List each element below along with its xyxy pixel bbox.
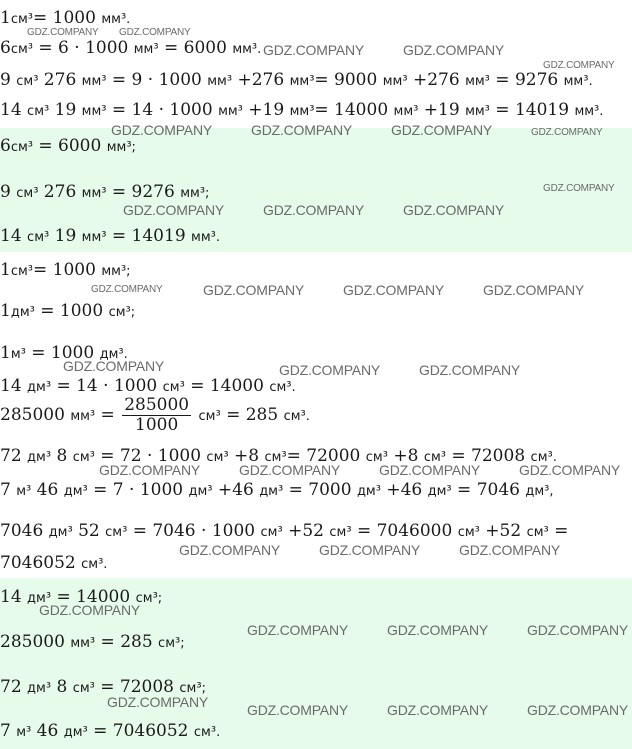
math-text: 46 (31, 480, 64, 500)
unit-label: см³ (10, 12, 33, 27)
unit-label: м³ (10, 347, 26, 362)
unit-label: мм³ (81, 104, 107, 119)
math-text: = 14000 (314, 100, 394, 120)
math-text: = (548, 521, 569, 541)
math-line (0, 396, 310, 435)
math-text: 1 (0, 8, 11, 28)
watermark: GDZ.COMPANY (543, 60, 615, 71)
math-text: = 1000 (34, 301, 109, 321)
math-text: 14 (0, 226, 28, 246)
watermark: GDZ.COMPANY (251, 122, 352, 138)
math-text: +19 (418, 100, 466, 120)
math-line (0, 632, 185, 654)
watermark: GDZ.COMPANY (391, 122, 492, 138)
unit-label: см³. (530, 450, 557, 465)
math-text: 14 (0, 376, 28, 396)
math-text: 1 (0, 343, 11, 363)
unit-label: мм³. (101, 12, 131, 27)
unit-label: мм³ (218, 104, 243, 119)
watermark: GDZ.COMPANY (527, 622, 628, 638)
math-line (0, 70, 593, 92)
watermark: GDZ.COMPANY (483, 282, 584, 298)
unit-label: м³ (16, 725, 32, 740)
math-line (0, 226, 220, 248)
math-text: 14 (0, 100, 28, 120)
watermark: GDZ.COMPANY (107, 694, 208, 710)
math-text: +52 (479, 521, 527, 541)
unit-label: м³ (16, 484, 32, 499)
watermark: GDZ.COMPANY (263, 202, 364, 218)
unit-label: мм³ (382, 74, 408, 89)
math-line (0, 100, 603, 122)
unit-label: мм³ (289, 74, 315, 89)
math-line (0, 260, 131, 282)
math-text: = 9 · 1000 (106, 70, 208, 90)
watermark: GDZ.COMPANY (343, 282, 444, 298)
unit-label: см³; (108, 305, 136, 320)
math-line (0, 480, 554, 502)
math-text: 7 (0, 721, 17, 741)
math-text: +46 (380, 480, 428, 500)
math-text: 72 (0, 677, 28, 697)
unit-label: мм³; (101, 264, 131, 279)
unit-label: см³ (72, 450, 95, 465)
unit-label: дм³ (259, 484, 284, 499)
unit-label: мм³. (563, 74, 593, 89)
unit-label: дм³ (10, 305, 35, 320)
math-text: = 9276 (106, 182, 181, 202)
math-text: = 14000 (184, 376, 270, 396)
watermark: GDZ.COMPANY (203, 282, 304, 298)
unit-label: см³; (158, 636, 185, 651)
unit-label: дм³ (48, 525, 73, 540)
math-text: = 285 (220, 405, 284, 425)
fraction-numerator: 285000 (124, 395, 190, 415)
math-text: +8 (387, 446, 424, 466)
unit-label: дм³ (188, 484, 213, 499)
math-text: = 72000 (286, 446, 366, 466)
unit-label: мм³ (207, 74, 233, 89)
math-text: = 1000 (33, 260, 102, 280)
unit-label: мм³ (81, 186, 107, 201)
watermark: GDZ.COMPANY (319, 542, 420, 558)
unit-label: дм³ (27, 591, 52, 606)
math-text: = 14000 (51, 587, 136, 607)
math-text: = 7046 · 1000 (127, 521, 261, 541)
math-line (0, 521, 568, 543)
math-text: = 6 · 1000 (33, 38, 134, 58)
math-text: = 285 (95, 632, 159, 652)
math-text: 1 (0, 260, 11, 280)
watermark: GDZ.COMPANY (63, 358, 164, 374)
unit-label: мм³ (393, 104, 419, 119)
unit-label: см³ (162, 380, 185, 395)
unit-label: см³. (269, 380, 296, 395)
watermark: GDZ.COMPANY (247, 702, 348, 718)
unit-label: мм³ (465, 74, 490, 89)
unit-label: см³. (283, 409, 310, 424)
unit-label: см³ (457, 525, 480, 540)
math-line (0, 182, 209, 204)
math-text: +8 (228, 446, 265, 466)
watermark: GDZ.COMPANY (123, 202, 224, 218)
unit-label: мм³; (180, 186, 210, 201)
math-text: = 6000 (158, 38, 233, 58)
unit-label: мм³. (232, 42, 262, 57)
unit-label: см³ (260, 525, 283, 540)
watermark: GDZ.COMPANY (111, 122, 212, 138)
watermark: GDZ.COMPANY (387, 702, 488, 718)
math-text: 72 (0, 446, 28, 466)
watermark: GDZ.COMPANY (39, 602, 140, 618)
watermark: GDZ.COMPANY (279, 362, 380, 378)
unit-label: см³ (10, 264, 33, 279)
unit-label: см³ (16, 186, 39, 201)
math-text: +52 (282, 521, 330, 541)
math-text: = 7 · 1000 (87, 480, 189, 500)
math-text: 285000 (0, 632, 71, 652)
unit-label: мм³ (289, 104, 315, 119)
watermark: GDZ.COMPANY (403, 42, 504, 58)
unit-label: дм³ (27, 681, 52, 696)
unit-label: см³ (329, 525, 352, 540)
watermark: GDZ.COMPANY (27, 27, 99, 38)
unit-label: мм³ (70, 636, 96, 651)
unit-label: см³; (179, 681, 206, 696)
math-text: 285000 (0, 405, 71, 425)
watermark: GDZ.COMPANY (387, 622, 488, 638)
math-text: 19 (49, 100, 82, 120)
unit-label: см³ (10, 42, 33, 57)
watermark: GDZ.COMPANY (459, 542, 560, 558)
math-text: = 7046 (451, 480, 526, 500)
unit-label: см³ (16, 74, 39, 89)
unit-label: мм³ (81, 230, 107, 245)
math-text: = 7046052 (87, 721, 194, 741)
math-line (0, 553, 107, 575)
watermark: GDZ.COMPANY (379, 462, 480, 478)
unit-label: дм³ (27, 380, 52, 395)
unit-label: дм³, (525, 484, 554, 499)
unit-label: см³ (206, 450, 229, 465)
math-text: 14 (0, 587, 28, 607)
math-text: 7 (0, 480, 17, 500)
unit-label: см³. (193, 725, 221, 740)
math-text: 9 (0, 182, 17, 202)
watermark: GDZ.COMPANY (247, 622, 348, 638)
watermark: GDZ.COMPANY (527, 702, 628, 718)
math-text: = 1000 (25, 343, 100, 363)
math-text: = 9000 (314, 70, 383, 90)
math-text: 276 (38, 70, 82, 90)
math-text: 8 (51, 446, 73, 466)
math-text: 46 (31, 721, 64, 741)
unit-label: см³ (27, 104, 50, 119)
unit-label: мм³ (70, 409, 96, 424)
math-line (0, 721, 220, 743)
watermark: GDZ.COMPANY (419, 362, 520, 378)
math-text: 9 (0, 70, 17, 90)
math-text: 276 (38, 182, 82, 202)
math-text: = 6000 (33, 136, 107, 156)
unit-label: мм³ (465, 104, 490, 119)
unit-label: дм³ (27, 450, 52, 465)
math-text: +19 (242, 100, 290, 120)
math-text: 1 (0, 301, 11, 321)
unit-label: мм³. (191, 230, 221, 245)
watermark: GDZ.COMPANY (531, 127, 603, 138)
math-text: 52 (72, 521, 106, 541)
math-text: 7046052 (0, 553, 82, 573)
math-text: = 14019 (106, 226, 192, 246)
math-text: 6 (0, 136, 11, 156)
unit-label: дм³. (99, 347, 128, 362)
math-text: = 72 · 1000 (94, 446, 207, 466)
watermark: GDZ.COMPANY (519, 462, 620, 478)
unit-label: мм³ (81, 74, 107, 89)
math-text: = 14 · 1000 (106, 100, 219, 120)
math-text: +46 (212, 480, 260, 500)
unit-label: мм³. (574, 104, 604, 119)
math-text: = 7046000 (351, 521, 458, 541)
math-line (0, 136, 136, 158)
math-line (0, 38, 261, 60)
watermark: GDZ.COMPANY (263, 42, 364, 58)
unit-label: дм³ (63, 725, 88, 740)
unit-label: см³ (27, 230, 50, 245)
watermark: GDZ.COMPANY (403, 202, 504, 218)
math-text: = 14 · 1000 (51, 376, 163, 396)
unit-label: см³. (81, 557, 108, 572)
math-line (0, 301, 135, 323)
math-text: = 9276 (489, 70, 564, 90)
math-text: = 72008 (94, 677, 180, 697)
unit-label: см³ (72, 681, 95, 696)
fraction (122, 396, 191, 435)
unit-label: дм³ (427, 484, 452, 499)
math-text: = (95, 405, 121, 425)
watermark: GDZ.COMPANY (239, 462, 340, 478)
math-text: +276 (232, 70, 290, 90)
math-text: = 1000 (33, 8, 102, 28)
unit-label: см³ (423, 450, 446, 465)
unit-label: см³ (526, 525, 549, 540)
math-text: = 7000 (283, 480, 357, 500)
math-text: 6 (0, 38, 11, 58)
watermark: GDZ.COMPANY (99, 462, 200, 478)
unit-label: см³ (10, 140, 33, 155)
math-text: 8 (51, 677, 73, 697)
unit-label: см³; (135, 591, 163, 606)
unit-label: см³ (105, 525, 128, 540)
watermark: GDZ.COMPANY (91, 284, 163, 295)
watermark: GDZ.COMPANY (179, 542, 280, 558)
unit-label: дм³ (356, 484, 381, 499)
unit-label: см³ (264, 450, 287, 465)
math-text: 7046 (0, 521, 49, 541)
watermark: GDZ.COMPANY (543, 183, 615, 194)
unit-label: дм³ (63, 484, 88, 499)
math-text: +276 (407, 70, 466, 90)
unit-label: см³ (365, 450, 388, 465)
watermark: GDZ.COMPANY (119, 27, 191, 38)
math-text: = 72008 (446, 446, 531, 466)
math-text: = 14019 (489, 100, 575, 120)
unit-label: мм³ (133, 42, 159, 57)
math-text: 19 (49, 226, 82, 246)
unit-label: см³ (198, 409, 221, 424)
unit-label: мм³; (106, 140, 136, 155)
fraction-denominator: 1000 (135, 415, 179, 435)
